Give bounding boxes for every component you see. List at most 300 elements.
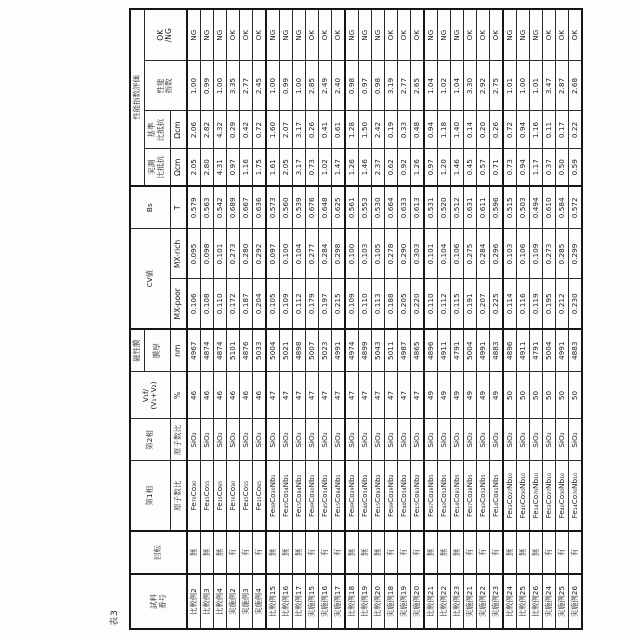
table-row bbox=[345, 9, 359, 629]
cell-bs: 0.515 bbox=[503, 186, 517, 229]
cell-thickness: 4898 bbox=[293, 329, 306, 372]
cell-cv-mx-rich: 0.106 bbox=[517, 229, 530, 279]
cell-rotation: 無 bbox=[280, 531, 293, 574]
cell-phase1: Fe₁₄Co₇₆Nb₁₀ bbox=[569, 461, 583, 531]
cell-performance-index: 2.40 bbox=[332, 61, 346, 111]
cell-bs: 0.579 bbox=[187, 186, 201, 229]
cell-measured-resistivity: 0.50 bbox=[556, 149, 569, 186]
cell-thickness: 4911 bbox=[517, 329, 530, 372]
cell-measured-resistivity: 0.73 bbox=[503, 149, 517, 186]
cell-cv-mx-rich: 0.104 bbox=[293, 229, 306, 279]
cell-thickness: 5101 bbox=[227, 329, 240, 372]
cell-bs: 0.553 bbox=[359, 186, 372, 229]
cell-reference-resistivity: 0.94 bbox=[517, 111, 530, 149]
header-cv-mx-poor: MX-poor bbox=[170, 279, 187, 329]
table-row bbox=[187, 9, 201, 629]
cell-rotation: 無 bbox=[187, 531, 201, 574]
cell-performance-index: 0.99 bbox=[280, 61, 293, 111]
cell-rotation: 有 bbox=[490, 531, 504, 574]
cell-cv-mx-poor: 0.110 bbox=[214, 279, 227, 329]
cell-rotation: 有 bbox=[477, 531, 490, 574]
cell-phase1: Fe₁₄Co₇₆Nb₁₀ bbox=[530, 461, 543, 531]
header-bs: Bs bbox=[130, 186, 170, 229]
cell-performance-index: 1.04 bbox=[451, 61, 464, 111]
header-thickness: 膜厚 bbox=[144, 329, 170, 372]
cell-phase1: Fe₆₇Co₂₈Nb₅ bbox=[424, 461, 438, 531]
cell-sample-no: 比較例3 bbox=[201, 574, 214, 629]
cell-cv-mx-poor: 0.109 bbox=[345, 279, 359, 329]
cell-sample-no: 比較例21 bbox=[424, 574, 438, 629]
cell-cv-mx-poor: 0.106 bbox=[187, 279, 201, 329]
cell-thickness: 5011 bbox=[385, 329, 398, 372]
cell-sample-no: 比較例15 bbox=[266, 574, 280, 629]
table-caption: 表3 bbox=[110, 609, 120, 626]
cell-sample-no: 実施例20 bbox=[411, 574, 425, 629]
cell-phase1: Fe₄₅Co₅₄Nb₁ bbox=[319, 461, 332, 531]
cell-reference-resistivity: 0.17 bbox=[556, 111, 569, 149]
table-row bbox=[424, 9, 438, 629]
cell-vf: 46 bbox=[253, 372, 267, 419]
cell-reference-resistivity: 0.72 bbox=[503, 111, 517, 149]
cell-performance-index: 0.97 bbox=[359, 61, 372, 111]
cell-rotation: 無 bbox=[530, 531, 543, 574]
cell-phase1: Fe₄₄Co₅₄Nb₂ bbox=[398, 461, 411, 531]
cell-cv-mx-rich: 0.296 bbox=[490, 229, 504, 279]
cell-thickness: 4791 bbox=[451, 329, 464, 372]
cell-performance-index: 3.47 bbox=[543, 61, 556, 111]
cell-ok-ng: NG bbox=[345, 9, 359, 61]
cell-cv-mx-rich: 0.106 bbox=[451, 229, 464, 279]
cell-reference-resistivity: 0.11 bbox=[543, 111, 556, 149]
cell-rotation: 無 bbox=[517, 531, 530, 574]
cell-performance-index: 2.92 bbox=[477, 61, 490, 111]
cell-measured-resistivity: 2.05 bbox=[280, 149, 293, 186]
cell-phase2: SiO₂ bbox=[214, 419, 227, 461]
cell-phase2: SiO₂ bbox=[240, 419, 253, 461]
cell-thickness: 4896 bbox=[503, 329, 517, 372]
cell-phase2: SiO₂ bbox=[280, 419, 293, 461]
cell-thickness: 4874 bbox=[214, 329, 227, 372]
cell-reference-resistivity: 0.42 bbox=[240, 111, 253, 149]
cell-vf: 46 bbox=[214, 372, 227, 419]
cell-sample-no: 比較例19 bbox=[359, 574, 372, 629]
cell-thickness: 4987 bbox=[398, 329, 411, 372]
cell-vf: 50 bbox=[517, 372, 530, 419]
cell-reference-resistivity: 0.20 bbox=[477, 111, 490, 149]
cell-cv-mx-poor: 0.114 bbox=[503, 279, 517, 329]
cell-performance-index: 1.01 bbox=[503, 61, 517, 111]
cell-performance-index: 2.65 bbox=[411, 61, 425, 111]
cell-phase2: SiO₂ bbox=[490, 419, 504, 461]
cell-ok-ng: OK bbox=[332, 9, 346, 61]
cell-ok-ng: NG bbox=[293, 9, 306, 61]
cell-vf: 49 bbox=[477, 372, 490, 419]
cell-cv-mx-rich: 0.298 bbox=[332, 229, 346, 279]
cell-vf: 47 bbox=[332, 372, 346, 419]
cell-measured-resistivity: 0.57 bbox=[477, 149, 490, 186]
table-row bbox=[503, 9, 517, 629]
cell-measured-resistivity: 2.37 bbox=[372, 149, 385, 186]
header-atomic-ratio-phase1: 原子数比 bbox=[170, 461, 187, 531]
cell-thickness: 5023 bbox=[319, 329, 332, 372]
cell-reference-resistivity: 0.61 bbox=[332, 111, 346, 149]
cell-measured-resistivity: 1.61 bbox=[266, 149, 280, 186]
cell-cv-mx-poor: 0.225 bbox=[490, 279, 504, 329]
cell-phase1: Fe₁₅Co₈₅ bbox=[214, 461, 227, 531]
cell-rotation: 有 bbox=[332, 531, 346, 574]
cell-phase1: Fe₁₅Co₈₅ bbox=[253, 461, 267, 531]
cell-reference-resistivity: 0.29 bbox=[227, 111, 240, 149]
cell-rotation: 有 bbox=[385, 531, 398, 574]
table-row bbox=[517, 9, 530, 629]
cell-cv-mx-rich: 0.273 bbox=[227, 229, 240, 279]
cell-ok-ng: NG bbox=[451, 9, 464, 61]
cell-cv-mx-poor: 0.188 bbox=[385, 279, 398, 329]
cell-phase2: SiO₂ bbox=[477, 419, 490, 461]
cell-thickness: 5004 bbox=[464, 329, 477, 372]
cell-cv-mx-rich: 0.104 bbox=[438, 229, 451, 279]
cell-ok-ng: NG bbox=[517, 9, 530, 61]
cell-sample-no: 実施例24 bbox=[543, 574, 556, 629]
cell-performance-index: 1.00 bbox=[293, 61, 306, 111]
cell-reference-resistivity: 0.48 bbox=[411, 111, 425, 149]
table-row bbox=[477, 9, 490, 629]
cell-cv-mx-poor: 0.115 bbox=[451, 279, 464, 329]
cell-phase2: SiO₂ bbox=[517, 419, 530, 461]
table-row bbox=[359, 9, 372, 629]
cell-reference-resistivity: 2.82 bbox=[201, 111, 214, 149]
cell-measured-resistivity: 0.59 bbox=[569, 149, 583, 186]
cell-reference-resistivity: 0.26 bbox=[490, 111, 504, 149]
cell-ok-ng: NG bbox=[424, 9, 438, 61]
cell-phase2: SiO₂ bbox=[266, 419, 280, 461]
cell-cv-mx-poor: 0.212 bbox=[556, 279, 569, 329]
cell-phase2: SiO₂ bbox=[556, 419, 569, 461]
cell-thickness: 4991 bbox=[477, 329, 490, 372]
cell-cv-mx-poor: 0.108 bbox=[201, 279, 214, 329]
cell-ok-ng: NG bbox=[280, 9, 293, 61]
cell-ok-ng: OK bbox=[556, 9, 569, 61]
cell-cv-mx-poor: 0.220 bbox=[411, 279, 425, 329]
cell-bs: 0.689 bbox=[227, 186, 240, 229]
cell-phase2: SiO₂ bbox=[293, 419, 306, 461]
cell-sample-no: 比較例17 bbox=[293, 574, 306, 629]
cell-thickness: 4876 bbox=[240, 329, 253, 372]
cell-measured-resistivity: 0.97 bbox=[424, 149, 438, 186]
cell-phase2: SiO₂ bbox=[359, 419, 372, 461]
table-row bbox=[385, 9, 398, 629]
cell-phase1: Fe₆₉Co₃₀Nb₁ bbox=[306, 461, 319, 531]
header-phase1: 第1相 bbox=[130, 461, 170, 531]
cell-measured-resistivity: 0.71 bbox=[490, 149, 504, 186]
cell-reference-resistivity: 1.60 bbox=[266, 111, 280, 149]
cell-cv-mx-rich: 0.109 bbox=[530, 229, 543, 279]
cell-performance-index: 0.98 bbox=[345, 61, 359, 111]
cell-reference-resistivity: 0.26 bbox=[306, 111, 319, 149]
cell-bs: 0.520 bbox=[438, 186, 451, 229]
cell-cv-mx-rich: 0.284 bbox=[477, 229, 490, 279]
cell-phase1: Fe₄₃Co₅₂Nb₅ bbox=[438, 461, 451, 531]
cell-ok-ng: OK bbox=[477, 9, 490, 61]
cell-cv-mx-rich: 0.275 bbox=[464, 229, 477, 279]
cell-ok-ng: NG bbox=[530, 9, 543, 61]
cell-phase2: SiO₂ bbox=[569, 419, 583, 461]
table-row bbox=[253, 9, 267, 629]
cell-cv-mx-rich: 0.101 bbox=[214, 229, 227, 279]
cell-cv-mx-rich: 0.284 bbox=[319, 229, 332, 279]
cell-cv-mx-poor: 0.113 bbox=[372, 279, 385, 329]
cell-reference-resistivity: 0.22 bbox=[569, 111, 583, 149]
cell-phase1: Fe₆₉Co₃₀Nb₁ bbox=[266, 461, 280, 531]
cell-vf: 47 bbox=[345, 372, 359, 419]
header-ok-ng: OK /NG bbox=[144, 9, 187, 61]
cell-reference-resistivity: 0.19 bbox=[385, 111, 398, 149]
header-reference-ohm-unit: Ωcm bbox=[170, 111, 187, 149]
data-table bbox=[129, 8, 583, 630]
cell-sample-no: 実施例18 bbox=[385, 574, 398, 629]
cell-ok-ng: NG bbox=[266, 9, 280, 61]
cell-phase1: Fe₆₃Co₂₇Nb₁₀ bbox=[503, 461, 517, 531]
cell-sample-no: 比較例26 bbox=[530, 574, 543, 629]
cell-measured-resistivity: 1.16 bbox=[240, 149, 253, 186]
cell-cv-mx-rich: 0.273 bbox=[543, 229, 556, 279]
cell-cv-mx-poor: 0.195 bbox=[543, 279, 556, 329]
cell-cv-mx-poor: 0.172 bbox=[227, 279, 240, 329]
cell-sample-no: 実施例26 bbox=[569, 574, 583, 629]
cell-ok-ng: OK bbox=[543, 9, 556, 61]
header-measured-resistivity: 実測 比抵抗 bbox=[144, 149, 170, 186]
cell-measured-resistivity: 1.75 bbox=[253, 149, 267, 186]
cell-phase2: SiO₂ bbox=[424, 419, 438, 461]
cell-rotation: 無 bbox=[451, 531, 464, 574]
cell-rotation: 無 bbox=[372, 531, 385, 574]
cell-bs: 0.503 bbox=[517, 186, 530, 229]
cell-performance-index: 1.00 bbox=[187, 61, 201, 111]
header-measured-ohm-unit: Ωcm bbox=[170, 149, 187, 186]
cell-measured-resistivity: 1.46 bbox=[451, 149, 464, 186]
cell-cv-mx-rich: 0.303 bbox=[411, 229, 425, 279]
cell-cv-mx-rich: 0.100 bbox=[280, 229, 293, 279]
header-cv-mx-rich: MX-rich bbox=[170, 229, 187, 279]
cell-cv-mx-poor: 0.191 bbox=[464, 279, 477, 329]
cell-vf: 47 bbox=[266, 372, 280, 419]
cell-rotation: 無 bbox=[503, 531, 517, 574]
cell-sample-no: 実施例15 bbox=[306, 574, 319, 629]
cell-reference-resistivity: 2.42 bbox=[372, 111, 385, 149]
cell-sample-no: 実施例19 bbox=[398, 574, 411, 629]
cell-phase1: Fe₄₄Co₅₄Nb₂ bbox=[359, 461, 372, 531]
cell-sample-no: 比較例24 bbox=[503, 574, 517, 629]
cell-performance-index: 3.19 bbox=[385, 61, 398, 111]
cell-bs: 0.676 bbox=[306, 186, 319, 229]
cell-vf: 47 bbox=[319, 372, 332, 419]
header-cv: CV値 bbox=[130, 229, 170, 329]
header-sample-no: 試料 番号 bbox=[130, 574, 187, 629]
cell-vf: 47 bbox=[411, 372, 425, 419]
cell-sample-no: 実施例25 bbox=[556, 574, 569, 629]
cell-rotation: 無 bbox=[424, 531, 438, 574]
table-row bbox=[306, 9, 319, 629]
cell-bs: 0.664 bbox=[385, 186, 398, 229]
cell-phase2: SiO₂ bbox=[411, 419, 425, 461]
cell-thickness: 4967 bbox=[187, 329, 201, 372]
cell-cv-mx-poor: 0.109 bbox=[280, 279, 293, 329]
cell-cv-mx-rich: 0.097 bbox=[266, 229, 280, 279]
cell-ok-ng: NG bbox=[503, 9, 517, 61]
cell-ok-ng: OK bbox=[385, 9, 398, 61]
cell-phase2: SiO₂ bbox=[372, 419, 385, 461]
cell-performance-index: 1.04 bbox=[424, 61, 438, 111]
cell-reference-resistivity: 0.14 bbox=[464, 111, 477, 149]
table-row bbox=[332, 9, 346, 629]
cell-reference-resistivity: 0.41 bbox=[319, 111, 332, 149]
cell-reference-resistivity: 0.72 bbox=[253, 111, 267, 149]
cell-performance-index: 2.45 bbox=[253, 61, 267, 111]
table-row bbox=[201, 9, 214, 629]
cell-bs: 0.494 bbox=[530, 186, 543, 229]
cell-vf: 50 bbox=[569, 372, 583, 419]
cell-bs: 0.596 bbox=[490, 186, 504, 229]
cell-vf: 47 bbox=[280, 372, 293, 419]
cell-performance-index: 2.68 bbox=[569, 61, 583, 111]
cell-ok-ng: OK bbox=[411, 9, 425, 61]
cell-phase1: Fe₆₉Co₂₉Nb₂ bbox=[345, 461, 359, 531]
cell-performance-index: 3.35 bbox=[227, 61, 240, 111]
cell-sample-no: 実施例22 bbox=[477, 574, 490, 629]
cell-phase1: Fe₁₄Co₈₁Nb₅ bbox=[451, 461, 464, 531]
cell-bs: 0.636 bbox=[253, 186, 267, 229]
cell-rotation: 有 bbox=[240, 531, 253, 574]
cell-bs: 0.611 bbox=[477, 186, 490, 229]
cell-cv-mx-rich: 0.101 bbox=[424, 229, 438, 279]
cell-phase1: Fe₆₉Co₂₉Nb₂ bbox=[385, 461, 398, 531]
cell-performance-index: 1.00 bbox=[266, 61, 280, 111]
cell-vf: 46 bbox=[201, 372, 214, 419]
cell-performance-index: 1.00 bbox=[214, 61, 227, 111]
cell-rotation: 有 bbox=[543, 531, 556, 574]
cell-ok-ng: NG bbox=[187, 9, 201, 61]
cell-cv-mx-poor: 0.112 bbox=[438, 279, 451, 329]
cell-performance-index: 2.85 bbox=[306, 61, 319, 111]
cell-thickness: 4991 bbox=[332, 329, 346, 372]
table-row bbox=[490, 9, 504, 629]
cell-thickness: 4883 bbox=[569, 329, 583, 372]
cell-phase2: SiO₂ bbox=[451, 419, 464, 461]
cell-phase1: Fe₄₅Co₅₄Nb₁ bbox=[280, 461, 293, 531]
cell-sample-no: 比較例23 bbox=[451, 574, 464, 629]
cell-rotation: 有 bbox=[411, 531, 425, 574]
cell-bs: 0.542 bbox=[214, 186, 227, 229]
cell-cv-mx-poor: 0.204 bbox=[253, 279, 267, 329]
cell-vf: 50 bbox=[556, 372, 569, 419]
cell-bs: 0.512 bbox=[451, 186, 464, 229]
cell-measured-resistivity: 4.31 bbox=[214, 149, 227, 186]
table-row bbox=[293, 9, 306, 629]
cell-rotation: 無 bbox=[201, 531, 214, 574]
cell-vf: 46 bbox=[240, 372, 253, 419]
cell-phase1: Fe₆₃Co₂₇Nb₁₀ bbox=[543, 461, 556, 531]
cell-phase1: Fe₁₅Co₈₃Nb₂ bbox=[411, 461, 425, 531]
cell-thickness: 4899 bbox=[359, 329, 372, 372]
cell-vf: 47 bbox=[372, 372, 385, 419]
cell-rotation: 有 bbox=[464, 531, 477, 574]
cell-reference-resistivity: 1.50 bbox=[359, 111, 372, 149]
cell-thickness: 4896 bbox=[424, 329, 438, 372]
cell-sample-no: 比較例16 bbox=[280, 574, 293, 629]
cell-bs: 0.667 bbox=[240, 186, 253, 229]
cell-measured-resistivity: 2.05 bbox=[187, 149, 201, 186]
table-row bbox=[438, 9, 451, 629]
cell-ok-ng: NG bbox=[372, 9, 385, 61]
cell-sample-no: 実施例16 bbox=[319, 574, 332, 629]
table-row bbox=[227, 9, 240, 629]
table-row bbox=[372, 9, 385, 629]
cell-measured-resistivity: 0.37 bbox=[543, 149, 556, 186]
cell-reference-resistivity: 1.40 bbox=[451, 111, 464, 149]
cell-phase2: SiO₂ bbox=[187, 419, 201, 461]
cell-rotation: 有 bbox=[319, 531, 332, 574]
cell-cv-mx-rich: 0.277 bbox=[306, 229, 319, 279]
cell-bs: 0.530 bbox=[372, 186, 385, 229]
cell-vf: 50 bbox=[543, 372, 556, 419]
cell-cv-mx-rich: 0.280 bbox=[240, 229, 253, 279]
cell-ok-ng: OK bbox=[464, 9, 477, 61]
cell-bs: 0.561 bbox=[345, 186, 359, 229]
cell-performance-index: 1.00 bbox=[517, 61, 530, 111]
table-header bbox=[130, 9, 187, 629]
cell-cv-mx-poor: 0.110 bbox=[424, 279, 438, 329]
cell-cv-mx-poor: 0.187 bbox=[240, 279, 253, 329]
cell-measured-resistivity: 1.02 bbox=[319, 149, 332, 186]
cell-vf: 49 bbox=[490, 372, 504, 419]
cell-phase1: Fe₄₀Co₅₀Nb₁₀ bbox=[556, 461, 569, 531]
cell-rotation: 無 bbox=[293, 531, 306, 574]
cell-ok-ng: NG bbox=[214, 9, 227, 61]
cell-cv-mx-poor: 0.197 bbox=[319, 279, 332, 329]
cell-measured-resistivity: 2.80 bbox=[201, 149, 214, 186]
cell-thickness: 4791 bbox=[530, 329, 543, 372]
cell-phase1: Fe₇₀Co₃₀ bbox=[187, 461, 201, 531]
cell-measured-resistivity: 1.26 bbox=[345, 149, 359, 186]
cell-bs: 0.610 bbox=[543, 186, 556, 229]
cell-phase2: SiO₂ bbox=[385, 419, 398, 461]
cell-phase1: Fe₄₅Co₅₅ bbox=[201, 461, 214, 531]
cell-thickness: 5004 bbox=[266, 329, 280, 372]
table-row bbox=[398, 9, 411, 629]
cell-thickness: 5043 bbox=[372, 329, 385, 372]
cell-bs: 0.631 bbox=[464, 186, 477, 229]
cell-thickness: 4874 bbox=[201, 329, 214, 372]
table-row bbox=[214, 9, 227, 629]
cell-phase2: SiO₂ bbox=[543, 419, 556, 461]
cell-ok-ng: OK bbox=[569, 9, 583, 61]
cell-bs: 0.531 bbox=[424, 186, 438, 229]
cell-ok-ng: OK bbox=[398, 9, 411, 61]
cell-phase2: SiO₂ bbox=[530, 419, 543, 461]
cell-cv-mx-poor: 0.110 bbox=[359, 279, 372, 329]
cell-thickness: 4911 bbox=[438, 329, 451, 372]
cell-rotation: 無 bbox=[345, 531, 359, 574]
cell-cv-mx-rich: 0.292 bbox=[253, 229, 267, 279]
cell-vf: 50 bbox=[503, 372, 517, 419]
cell-phase1: Fe₄₅Co₅₅ bbox=[240, 461, 253, 531]
header-performance-index: 性能 指数 bbox=[144, 61, 187, 111]
cell-performance-index: 0.99 bbox=[201, 61, 214, 111]
cell-measured-resistivity: 1.46 bbox=[359, 149, 372, 186]
cell-thickness: 4991 bbox=[556, 329, 569, 372]
cell-sample-no: 実施例2 bbox=[227, 574, 240, 629]
cell-sample-no: 実施例21 bbox=[464, 574, 477, 629]
